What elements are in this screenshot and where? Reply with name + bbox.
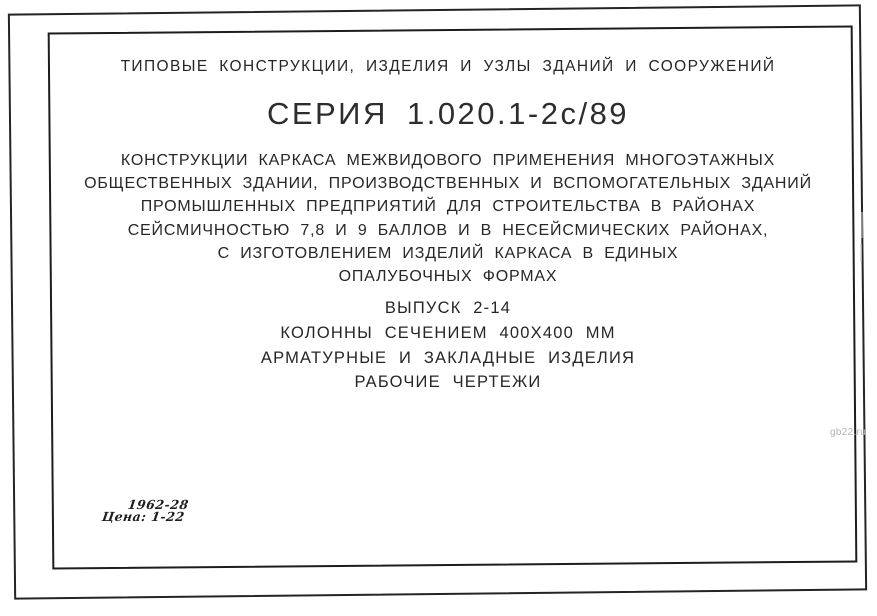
- document-header: ТИПОВЫЕ КОНСТРУКЦИИ, ИЗДЕЛИЯ И УЗЛЫ ЗДАНИЙ И СООРУЖЕНИЙ: [120, 58, 776, 75]
- issue-subject-line: АРМАТУРНЫЕ И ЗАКЛАДНЫЕ ИЗДЕЛИЯ: [260, 348, 636, 367]
- handwritten-price-stamp: [101, 499, 189, 522]
- title-page-text-area: [52, 0, 844, 616]
- description-line: С ИЗГОТОВЛЕНИЕМ ИЗДЕЛИЙ КАРКАСА В ЕДИНЫХ: [217, 244, 679, 262]
- description-line: ПРОМЫШЛЕННЫХ ПРЕДПРИЯТИЙ ДЛЯ СТРОИТЕЛЬСТВА В РАЙОНАХ: [140, 198, 756, 216]
- stamp-number: 1962-28: [126, 497, 190, 512]
- description-block: [52, 149, 844, 288]
- site-watermark: gb22.ru: [830, 427, 867, 438]
- stamp-price: Цена: 1-22: [101, 508, 186, 524]
- description-line: СЕЙСМИЧНОСТЬЮ 7,8 И 9 БАЛЛОВ И В НЕСЕЙСМИЧЕСКИХ РАЙОНАХ,: [127, 221, 769, 239]
- scan-artifact: [860, 244, 862, 262]
- description-line: ОПАЛУБОЧНЫХ ФОРМАХ: [338, 267, 558, 285]
- description-line: ОБЩЕСТВЕННЫХ ЗДАНИИ, ПРОИЗВОДСТВЕННЫХ И ВСПОМОГАТЕЛЬНЫХ ЗДАНИЙ: [84, 175, 812, 193]
- issue-number-line: ВЫПУСК 2-14: [384, 299, 512, 317]
- series-title: СЕРИЯ 1.020.1-2с/89: [266, 96, 630, 131]
- description-line: КОНСТРУКЦИИ КАРКАСА МЕЖВИДОВОГО ПРИМЕНЕНИЯ МНОГОЭТАЖНЫХ: [120, 152, 776, 169]
- issue-type-line: РАБОЧИЕ ЧЕРТЕЖИ: [354, 373, 542, 392]
- issue-subject-line: КОЛОННЫ СЕЧЕНИЕМ 400X400 ММ: [280, 323, 616, 342]
- issue-block: [52, 296, 844, 395]
- scan-artifact: [861, 212, 863, 238]
